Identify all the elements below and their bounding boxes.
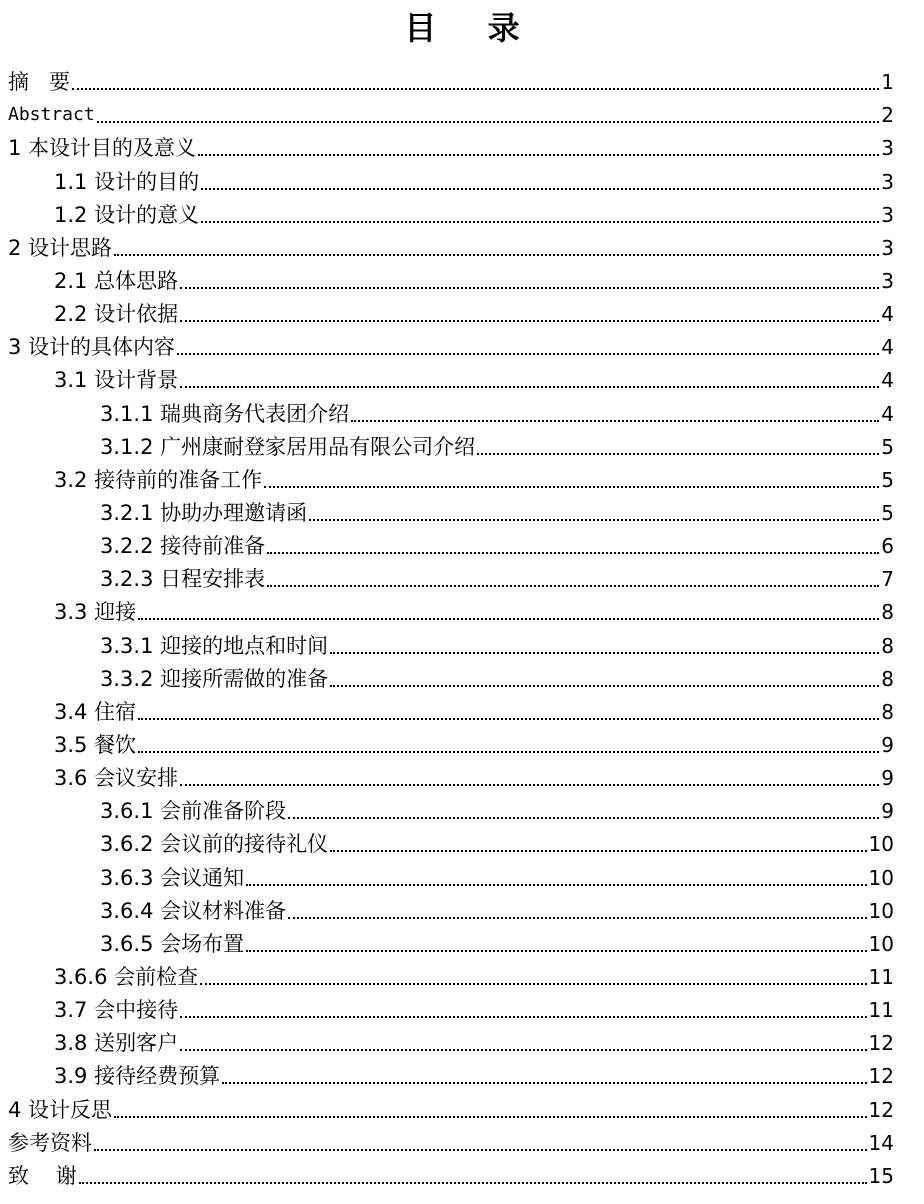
toc-entry-text: 致 谢	[8, 1163, 77, 1188]
dot-leader	[79, 1182, 867, 1184]
toc-entry[interactable]	[8, 228, 894, 261]
toc-entry[interactable]	[8, 526, 894, 559]
toc-entry-page-number: 12	[868, 1064, 894, 1089]
toc-entry-page-number: 5	[881, 500, 894, 525]
toc-entry[interactable]	[8, 791, 894, 824]
dot-leader	[201, 188, 879, 190]
toc-entry-page-number: 11	[868, 964, 894, 989]
toc-entry-text: 3.3.2 迎接所需做的准备	[100, 666, 329, 691]
toc-entry[interactable]	[8, 161, 894, 194]
dot-leader	[180, 1016, 866, 1018]
toc-entry[interactable]	[8, 1123, 894, 1156]
toc-entry-text: 2.1 总体思路	[54, 268, 179, 293]
dot-leader	[330, 652, 879, 654]
toc-entry-text: 3.6.2 会议前的接待礼仪	[100, 832, 329, 857]
toc-entry[interactable]	[8, 758, 894, 791]
toc-entry-text: 3.5 餐饮	[54, 732, 137, 757]
toc-entry[interactable]	[8, 493, 894, 526]
dot-leader	[222, 1082, 866, 1084]
toc-entry[interactable]	[8, 460, 894, 493]
toc-entry-page-number: 10	[868, 898, 894, 923]
dot-leader	[246, 950, 866, 952]
toc-entry-page-number: 4	[881, 401, 894, 426]
toc-entry-page-number: 12	[868, 1031, 894, 1056]
toc-entry[interactable]	[8, 824, 894, 857]
toc-entry-text: 3.6.1 会前准备阶段	[100, 799, 287, 824]
toc-entry-page-number: 9	[881, 766, 894, 791]
toc-entry-page-number: 3	[881, 268, 894, 293]
toc-entry-page-number: 5	[881, 467, 894, 492]
toc-entry-page-number: 4	[881, 335, 894, 360]
toc-entry[interactable]	[8, 261, 894, 294]
toc-entry[interactable]	[8, 1056, 894, 1089]
toc-entry[interactable]	[8, 559, 894, 592]
toc-entry[interactable]	[8, 62, 894, 95]
toc-entry-page-number: 3	[881, 235, 894, 260]
toc-entry-text: 3.1.1 瑞典商务代表团介绍	[100, 401, 350, 426]
toc-entry[interactable]	[8, 990, 894, 1023]
toc-entry-text: 3.6 会议安排	[54, 766, 179, 791]
toc-entry-text: 3.8 送别客户	[54, 1031, 179, 1056]
toc-entry-text: 3.6.5 会场布置	[100, 931, 245, 956]
toc-entry-page-number: 1	[881, 70, 894, 95]
dot-leader	[180, 1049, 866, 1051]
dot-leader	[180, 386, 879, 388]
toc-entry-text: 3.9 接待经费预算	[54, 1064, 221, 1089]
toc-entry-text: 摘 要	[8, 70, 71, 95]
toc-title: 目 录	[404, 9, 540, 47]
toc-entry[interactable]	[8, 857, 894, 890]
toc-entry[interactable]	[8, 128, 894, 161]
toc-entry-text: 3.2.2 接待前准备	[100, 534, 266, 559]
toc-entry[interactable]	[8, 1156, 894, 1189]
toc-entry-page-number: 8	[881, 633, 894, 658]
dot-leader	[200, 983, 866, 985]
toc-entry[interactable]	[8, 592, 894, 625]
dot-leader	[330, 685, 879, 687]
toc-entry-text: 4 设计反思	[8, 1097, 113, 1122]
toc-entry-text: 2 设计思路	[8, 235, 113, 260]
toc-entry-page-number: 10	[868, 931, 894, 956]
dot-leader	[180, 287, 879, 289]
toc-entry[interactable]	[8, 924, 894, 957]
toc-entry[interactable]	[8, 393, 894, 426]
toc-entry-page-number: 9	[881, 732, 894, 757]
toc-entry[interactable]	[8, 891, 894, 924]
toc-entry-page-number: 15	[868, 1163, 894, 1188]
toc-entry[interactable]	[8, 294, 894, 327]
dot-leader	[264, 486, 879, 488]
dot-leader	[97, 121, 880, 123]
dot-leader	[246, 884, 866, 886]
toc-list	[8, 62, 894, 1189]
toc-entry-text: 1 本设计目的及意义	[8, 136, 197, 161]
dot-leader	[477, 453, 879, 455]
toc-entry-text: 3.3.1 迎接的地点和时间	[100, 633, 329, 658]
dot-leader	[138, 751, 879, 753]
dot-leader	[180, 320, 879, 322]
toc-entry-text: 3.4 住宿	[54, 699, 137, 724]
toc-entry-text: 参考资料	[8, 1130, 92, 1155]
toc-entry-text: 1.1 设计的目的	[54, 169, 200, 194]
toc-entry-page-number: 8	[881, 666, 894, 691]
toc-entry-text: 3.6.6 会前检查	[54, 964, 199, 989]
dot-leader	[94, 1149, 867, 1151]
toc-entry-page-number: 2	[881, 103, 894, 128]
toc-entry-text: 3.7 会中接待	[54, 998, 179, 1023]
toc-entry[interactable]	[8, 957, 894, 990]
dot-leader	[267, 552, 879, 554]
dot-leader	[177, 353, 879, 355]
dot-leader	[180, 784, 879, 786]
toc-entry[interactable]	[8, 1023, 894, 1056]
toc-entry-page-number: 8	[881, 699, 894, 724]
toc-entry-page-number: 9	[881, 799, 894, 824]
dot-leader	[114, 1116, 867, 1118]
toc-entry-page-number: 3	[881, 136, 894, 161]
toc-entry-page-number: 3	[881, 202, 894, 227]
toc-entry-text: 3.2.3 日程安排表	[100, 567, 266, 592]
dot-leader	[288, 817, 879, 819]
toc-entry-page-number: 12	[868, 1097, 894, 1122]
toc-entry-page-number: 10	[868, 832, 894, 857]
dot-leader	[309, 519, 879, 521]
dot-leader	[138, 718, 879, 720]
toc-entry[interactable]	[8, 1089, 894, 1122]
toc-entry-page-number: 5	[881, 434, 894, 459]
toc-entry-text: 3.1.2 广州康耐登家居用品有限公司介绍	[100, 434, 476, 459]
toc-entry-page-number: 11	[868, 998, 894, 1023]
dot-leader	[288, 917, 866, 919]
dot-leader	[114, 254, 879, 256]
toc-entry-page-number: 10	[868, 865, 894, 890]
dot-leader	[138, 618, 879, 620]
dot-leader	[351, 420, 879, 422]
toc-entry[interactable]	[8, 360, 894, 393]
toc-entry[interactable]	[8, 195, 894, 228]
toc-entry-page-number: 6	[881, 534, 894, 559]
dot-leader	[72, 88, 879, 90]
toc-entry-text: 3.2.1 协助办理邀请函	[100, 500, 308, 525]
toc-entry-page-number: 3	[881, 169, 894, 194]
toc-entry[interactable]	[8, 327, 894, 360]
toc-entry-page-number: 4	[881, 368, 894, 393]
toc-entry-text: 3 设计的具体内容	[8, 335, 176, 360]
toc-entry[interactable]	[8, 625, 894, 658]
toc-entry-text: 2.2 设计依据	[54, 302, 179, 327]
toc-entry-page-number: 8	[881, 600, 894, 625]
toc-entry-page-number: 14	[868, 1130, 894, 1155]
toc-entry-text: 3.1 设计背景	[54, 368, 179, 393]
toc-entry[interactable]	[8, 725, 894, 758]
toc-entry-page-number: 4	[881, 302, 894, 327]
toc-entry[interactable]	[8, 659, 894, 692]
toc-entry[interactable]	[8, 427, 894, 460]
toc-entry-text: 3.6.3 会议通知	[100, 865, 245, 890]
toc-entry-text: 3.3 迎接	[54, 600, 137, 625]
toc-entry-page-number: 7	[881, 567, 894, 592]
toc-entry[interactable]	[8, 95, 894, 128]
dot-leader	[267, 585, 879, 587]
dot-leader	[330, 850, 866, 852]
dot-leader	[201, 221, 879, 223]
toc-entry-text: 3.6.4 会议材料准备	[100, 898, 287, 923]
toc-entry-text: 1.2 设计的意义	[54, 202, 200, 227]
toc-entry[interactable]	[8, 692, 894, 725]
toc-entry-text: Abstract	[8, 104, 95, 126]
toc-entry-text: 3.2 接待前的准备工作	[54, 467, 263, 492]
dot-leader	[198, 154, 879, 156]
